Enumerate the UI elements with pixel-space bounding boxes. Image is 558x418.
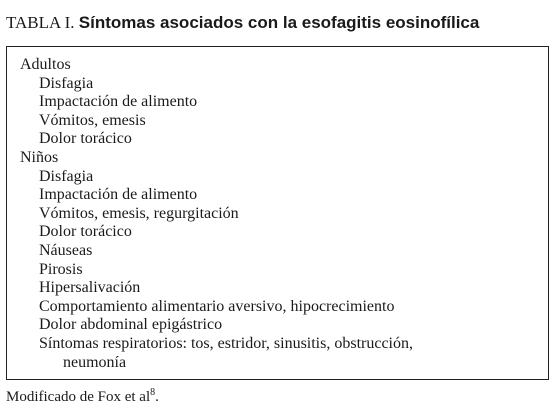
list-item: Impactación de alimento [39,93,198,111]
list-item: Comportamiento alimentario aversivo, hipocrecimiento [39,297,395,315]
group-children [7,149,548,372]
group-title-adults: Adultos [20,56,71,73]
list-item: Disfagia [39,167,94,185]
footnote-end: . [155,389,159,405]
list-item: Dolor abdominal epigástrico [39,316,223,334]
list-item: Vómitos, emesis, regurgitación [39,204,239,222]
list-item: Hipersalivación [39,279,141,297]
table-footnote [6,388,159,406]
symptoms-table [6,46,549,380]
group-title-children: Niños [20,148,59,166]
list-item: Vómitos, emesis [39,111,146,129]
list-item: Disfagia [39,74,94,92]
list-item: Dolor torácico [39,130,132,148]
list-item: Dolor torácico [39,223,132,241]
footnote-text: Modificado de Fox et al [6,389,151,405]
table-body [7,56,548,372]
table-title: Síntomas asociados con la esofagitis eosinofílica [78,13,480,32]
group-adults [7,56,548,149]
list-item: Pirosis [39,260,83,278]
list-item: Síntomas respiratorios: tos, estridor, sinusitis, obstrucción, [39,334,413,352]
table-caption [6,12,479,34]
footnote-reference: 8 [150,387,156,398]
table-label: TABLA I. [6,13,75,32]
list-item-continuation: neumonía [63,353,127,371]
list-item: Impactación de alimento [39,186,198,204]
list-item: Náuseas [39,241,93,259]
